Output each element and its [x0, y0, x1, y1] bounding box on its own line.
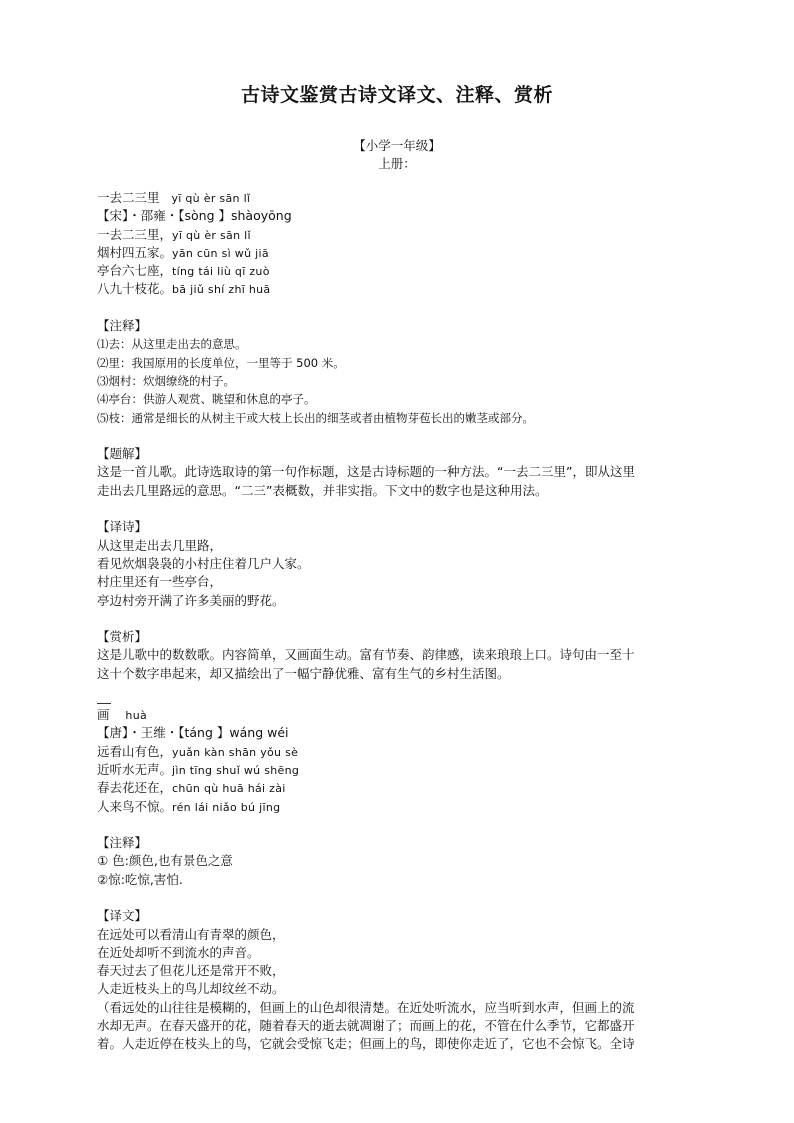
note-item: ⑷亭台：供游人观赏、眺望和休息的亭子。 [97, 392, 316, 407]
poem-line-pinyin: yān cūn sì wǔ jiā [172, 246, 269, 260]
poem-author: 【宋】・邵雍・【sòng 】shàoyōng [97, 208, 292, 224]
poem-line-text: 春去花还在， [97, 780, 173, 796]
section-header-notes: 【注释】 [97, 318, 148, 334]
translation-line: 村庄里还有一些亭台， [97, 574, 223, 590]
poem-line-pinyin: chūn qù huā hái zài [172, 782, 286, 796]
poem-line-text: 八九十枝花。 [97, 281, 173, 297]
poem-line-pinyin: rén lái niǎo bú jīng [172, 800, 281, 814]
note-item: ⑸枝：通常是细长的从树主干或大枝上长出的细茎或者由植物芽苞长出的嫩茎或部分。 [97, 410, 534, 425]
poem-line-text: 亭台六七座， [97, 263, 173, 279]
poem-title: 画 [97, 707, 110, 723]
poem-line-pinyin: yuǎn kàn shān yǒu sè [172, 745, 299, 759]
poem-line [97, 244, 698, 262]
section-header-shangxi: 【赏析】 [97, 629, 148, 645]
poem-line-pinyin: tíng tái liù qī zuò [172, 265, 270, 279]
paragraph-line: 走出去几里路远的意思。“二三”表概数，并非实指。下文中的数字也是这种用法。 [97, 482, 548, 498]
paragraph-line: 这是儿歌中的数数歌。内容简单，又画面生动。富有节奏、韵律感，读来琅琅上口。诗句由一至十 [97, 647, 635, 663]
poem-line-text: 烟村四五家。 [97, 244, 173, 260]
poem-title-line [97, 706, 698, 724]
section-header-yishi: 【译诗】 [97, 519, 148, 535]
paragraph-line: 这十个数字串起来，却又描绘出了一幅宁静优雅、富有生气的乡村生活图。 [97, 665, 510, 681]
poem-line [97, 743, 698, 761]
poem-line-text: 一去二三里， [97, 226, 173, 242]
translation-line: 看见炊烟袅袅的小村庄住着几户人家。 [97, 555, 310, 571]
poem-line-pinyin: bā jiǔ shí zhī huā [172, 283, 271, 297]
translation-line: 春天过去了但花儿还是常开不败， [97, 963, 285, 979]
paragraph-line: （看远处的山往往是模糊的，但画上的山色却很清楚。在近处听流水，应当听到水声，但画上的流 [97, 999, 635, 1015]
paragraph-line: 着。人走近停在枝头上的鸟，它就会受惊飞走；但画上的鸟，即使你走近了，它也不会惊飞。全诗 [97, 1036, 635, 1052]
poem-author: 【唐】・王维・【táng 】wáng wéi [97, 725, 289, 741]
poem-line [97, 280, 698, 298]
poem-line [97, 761, 698, 779]
poem-title-line [97, 189, 698, 207]
poem-title: 一去二三里 [97, 190, 160, 205]
document-body [97, 189, 698, 1054]
poem-title-pinyin: yī qù èr sān lǐ [171, 192, 251, 205]
note-item: ① 色:颜色,也有景色之意 [97, 853, 233, 869]
poem-line-pinyin: jìn tīng shuǐ wú shēng [172, 763, 300, 777]
poem-line [97, 798, 698, 816]
section-header-notes: 【注释】 [97, 835, 148, 851]
poem-line [97, 262, 698, 280]
paragraph-line: 水却无声。在春天盛开的花，随着春天的逝去就凋谢了；而画上的花，不管在什么季节，它都盛开 [97, 1018, 635, 1034]
section-header-jieti: 【题解】 [97, 446, 148, 462]
translation-line: 从这里走出去几里路， [97, 537, 223, 553]
section-header-yiwen: 【译文】 [97, 908, 148, 924]
poem-line-text: 人来鸟不惊。 [97, 798, 173, 814]
translation-line: 人走近枝头上的鸟儿却纹丝不动。 [97, 981, 285, 997]
volume-label: 上册： [378, 156, 416, 171]
note-item: ②惊:吃惊,害怕. [97, 871, 183, 887]
note-item: ⑶烟村：炊烟缭绕的村子。 [97, 373, 235, 388]
poem-line-text: 近听水无声。 [97, 761, 173, 777]
poem-line-pinyin: yī qù èr sān lǐ [172, 228, 251, 242]
translation-line: 在近处却听不到流水的声音。 [97, 944, 260, 960]
divider-rule [97, 703, 111, 704]
paragraph-line: 这是一首儿歌。此诗选取诗的第一句作标题，这是古诗标题的一种方法。“一去二三里”，即从这里 [97, 464, 635, 480]
page-title: 古诗文鉴赏古诗文译文、注释、赏析 [240, 84, 553, 106]
grade-label: 【小学一年级】 [353, 138, 441, 153]
note-item: ⑴去：从这里走出去的意思。 [97, 337, 247, 352]
translation-line: 亭边村旁开满了许多美丽的野花。 [97, 592, 285, 608]
poem-line [97, 226, 698, 244]
poem-line [97, 779, 698, 797]
translation-line: 在远处可以看清山有青翠的颜色， [97, 926, 285, 942]
poem-title-pinyin: huà [125, 709, 148, 723]
poem-line-text: 远看山有色， [97, 743, 173, 759]
note-item: ⑵里：我国原用的长度单位，一里等于 500 米。 [97, 355, 345, 370]
